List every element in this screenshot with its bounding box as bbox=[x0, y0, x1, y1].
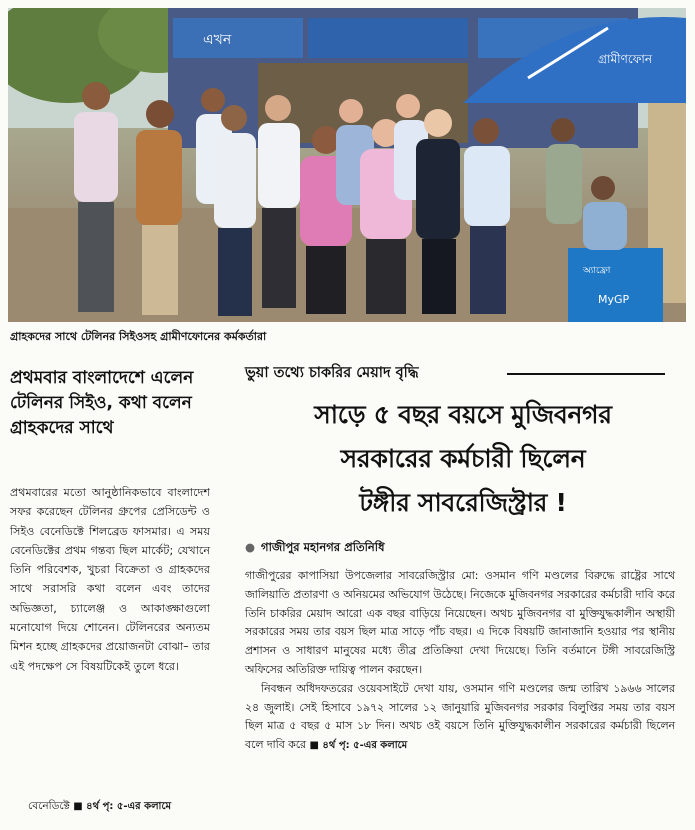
banner-text: এখন bbox=[203, 32, 232, 48]
headline-line-2: সরকারের কর্মচারী ছিলেন bbox=[340, 444, 586, 473]
main-headline bbox=[238, 393, 688, 525]
main-article-body bbox=[245, 567, 675, 756]
byline-text: গাজীপুর মহানগর প্রতিনিধি bbox=[261, 540, 385, 554]
headline-line-1: সাড়ে ৫ বছর বয়সে মুজিবনগর bbox=[314, 400, 612, 429]
left-article-jump bbox=[28, 797, 218, 816]
main-article-paragraph-2 bbox=[245, 680, 675, 756]
news-photo bbox=[8, 8, 686, 322]
left-jump-reference: ■ ৪র্থ পৃ: ৫-এর কলামে bbox=[73, 801, 172, 812]
left-article-headline: প্রথমবার বাংলাদেশে এলেন টেলিনর সিইও, কথা বলেন গ্রাহকদের সাথে bbox=[10, 368, 194, 438]
main-article-paragraph-1: গাজীপুরের কাপাসিয়া উপজেলার সাবরেজিস্ট্রার মো: ওসমান গণি মণ্ডলের বিরুদ্ধে রাষ্ট্রের সাথে জালিয়াতি প্রতারণা ও অনিয়মের অভিযোগ উঠেছে। নিজেকে মুজিবনগর সরকারের কর্মচারী দাবি করে তিনি চাকরির মেয়াদ আরো এক বছর বাড়িয়ে নিয়েছেন। অথচ মুজিবনগর বা মুক্তিযুদ্ধকালীন অস্থায়ী সরকারের সময় তার বয়স ছিল মাত্র সাড়ে পাঁচ বছর। এ দিকে বিষয়টি জানাজানি হওয়ার পর স্থানীয় প্রশাসন ও সাধারণ মানুষের মধ্যে তীব্র প্রতিক্রিয়া দেখা দিয়েছে। তিনি বর্তমানে টঙ্গী সাবরেজিস্ট্রি অফিসের অতিরিক্ত দায়িত্ব পালন করছেন। bbox=[245, 569, 675, 676]
kicker-row bbox=[245, 362, 685, 384]
left-article-body: প্রথমবারের মতো আনুষ্ঠানিকভাবে বাংলাদেশ সফর করেছেন টেলিনর গ্রুপের প্রেসিডেন্ট ও সিইও বেনেডিক্টে শিলব্রেড ফাসমার। এ সময় বেনেডিক্টের প্রথম গন্তব্য ছিল মার্কেট; যেখানে তিনি পরিবেশক, খুচরা বিক্রেতা ও গ্রাহকদের সাথে সরাসরি কথা বলেন এবং তাদের অভিজ্ঞতা, চ্যালেঞ্জ ও আকাঙ্ক্ষাগুলো মনোযোগ দিয়ে শোনেন। টেলিনরের অন্যতম মিশন হচ্ছে গ্রাহকদের প্রয়োজনটা বোঝা– তার এই পদক্ষেপ সে বিষয়টিকেই তুলে ধরে। bbox=[10, 486, 210, 673]
photo-illustration bbox=[8, 8, 686, 322]
kicker-rule bbox=[507, 373, 665, 375]
main-jump-reference: ■ ৪র্থ পৃ: ৫-এর কলামে bbox=[309, 740, 408, 752]
booth-logo-text: MyGP bbox=[598, 293, 630, 306]
byline-bullet-icon: ● bbox=[245, 540, 256, 554]
main-article-paragraph-2-text: নিবন্ধন অধিদফতরের ওয়েবসাইটে দেখা যায়, ওসমান গণি মণ্ডলের জন্ম তারিখ ১৯৬৬ সালের ২৪ জুলাই। সেই হিসাবে ১৯৭২ সালের ১২ জানুয়ারি মুজিবনগর সরকার বিলুপ্তির সময় তার বয়স ছিল মাত্র ৫ বছর ৫ মাস ১৮ দিন। অথচ ওই বয়সে তিনি মুক্তিযুদ্ধকালীন সরকারের কর্মচারী ছিলেন বলে দাবি করে bbox=[245, 681, 675, 752]
photo-caption: গ্রাহকদের সাথে টেলিনর সিইওসহ গ্রামীণফোনের কর্মকর্তারা bbox=[10, 330, 267, 343]
kicker-text: ভুয়া তথ্যে চাকরির মেয়াদ বৃদ্ধি bbox=[245, 365, 419, 381]
umbrella-logo-text: গ্রামীণফোন bbox=[598, 52, 653, 66]
mygp-booth bbox=[568, 248, 663, 322]
left-jump-word: বেনেডিক্টে bbox=[28, 800, 70, 812]
booth-top-text: অ্যাফ্রো bbox=[583, 266, 611, 276]
byline bbox=[245, 538, 685, 556]
headline-line-3: টঙ্গীর সাবরেজিস্ট্রার ! bbox=[359, 488, 567, 517]
